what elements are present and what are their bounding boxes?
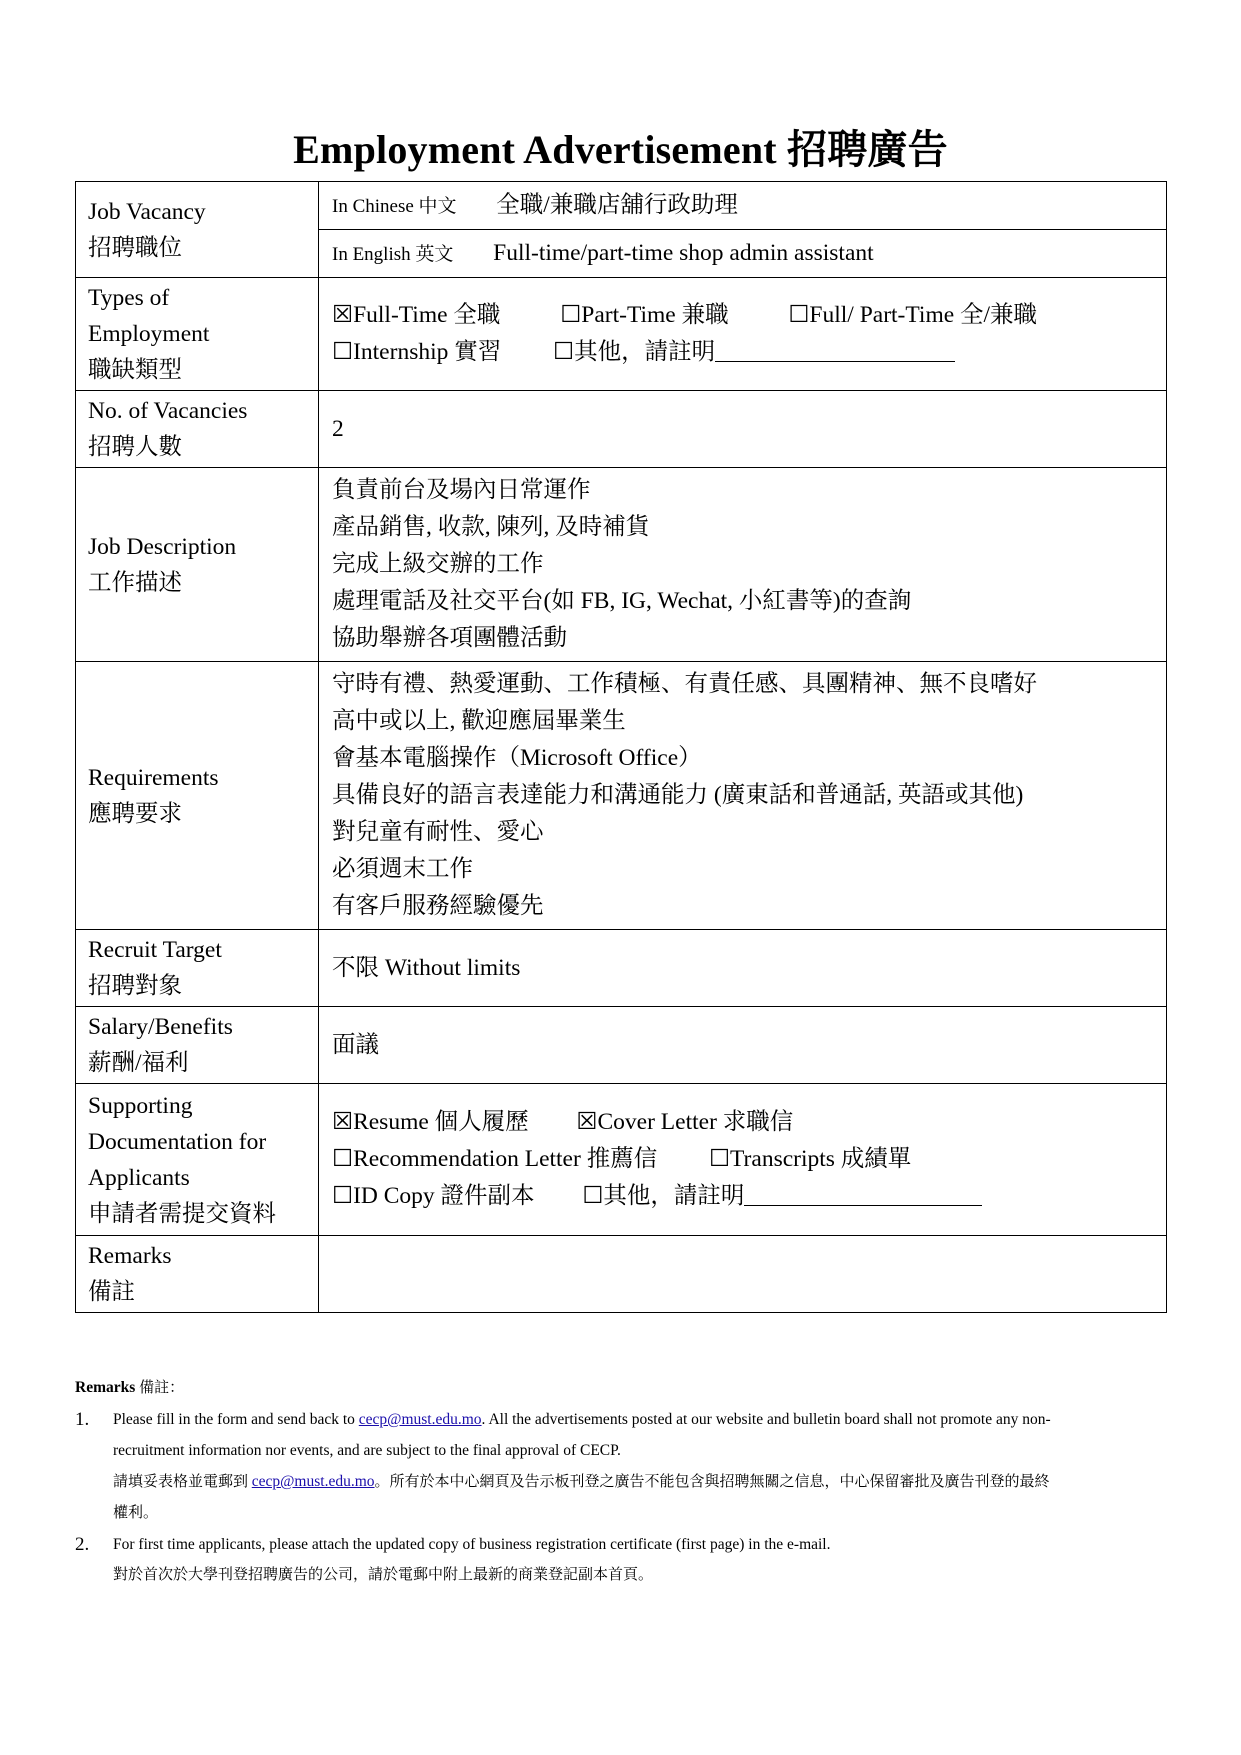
- employment-type-options: [319, 278, 1167, 391]
- chinese-label: In Chinese 中文: [332, 195, 457, 217]
- remarks-heading-zh: 備註：: [139, 1380, 185, 1396]
- checkbox-part-time[interactable]: ☐Part-Time 兼職: [560, 302, 729, 328]
- employment-type-label-line: Employment: [88, 321, 210, 347]
- checkbox-internship[interactable]: ☐Internship 實習: [332, 339, 502, 365]
- checkbox-other[interactable]: ☐其他，請註明: [553, 339, 716, 365]
- email-link[interactable]: cecp@must.edu.mo: [358, 1411, 482, 1428]
- other-specify-line[interactable]: [715, 339, 955, 362]
- job-description-label: [76, 468, 319, 662]
- remarks-label-zh: 備註: [88, 1279, 135, 1305]
- documents-other-specify-line[interactable]: [744, 1183, 982, 1206]
- job-vacancy-label-en: Job Vacancy: [88, 198, 206, 225]
- remarks-label-en: Remarks: [88, 1243, 172, 1269]
- documents-options: [319, 1084, 1167, 1236]
- remark-text: For first time applicants, please attach the updated copy of business registration certificate (first page) in the e-mail.: [113, 1536, 831, 1553]
- employment-type-label: [76, 278, 319, 391]
- remarks-heading-en: Remarks: [75, 1379, 136, 1396]
- salary-label-en: Salary/Benefits: [88, 1014, 233, 1040]
- employment-type-label-line: 職缺類型: [88, 357, 182, 383]
- description-line: 協助舉辦各項團體活動: [332, 625, 567, 651]
- job-vacancy-label-zh: 招聘職位: [88, 234, 182, 261]
- vacancies-label-zh: 招聘人數: [88, 434, 182, 460]
- requirements-label: [76, 662, 319, 930]
- requirements-value[interactable]: [319, 662, 1167, 930]
- checkbox-cover-letter[interactable]: ☒Cover Letter 求職信: [576, 1109, 794, 1135]
- email-link[interactable]: cecp@must.edu.mo: [251, 1473, 375, 1490]
- vacancies-value[interactable]: 2: [319, 391, 1167, 468]
- job-description-value[interactable]: [319, 468, 1167, 662]
- job-vacancy-english[interactable]: [319, 230, 1167, 278]
- checkbox-id-copy[interactable]: ☐ID Copy 證件副本: [332, 1183, 535, 1209]
- requirements-label-en: Requirements: [88, 764, 219, 791]
- employment-type-label-line: Types of: [88, 285, 170, 311]
- chinese-title-value: 全職/兼職店舖行政助理: [496, 191, 738, 218]
- remarks-heading: [75, 1372, 1175, 1404]
- requirement-line: 對兒童有耐性、愛心: [332, 819, 544, 845]
- job-description-label-zh: 工作描述: [88, 569, 182, 596]
- remark-item: [75, 1529, 1175, 1591]
- checkbox-recommendation-letter[interactable]: ☐Recommendation Letter 推薦信: [332, 1146, 658, 1172]
- remark-text-zh: 權利。: [113, 1505, 159, 1521]
- remark-text: recruitment information nor events, and are subject to the final approval of CECP.: [113, 1442, 621, 1459]
- remark-text: Please fill in the form and send back to: [113, 1411, 359, 1428]
- checkbox-full-part-time[interactable]: ☐Full/ Part-Time 全/兼職: [788, 302, 1038, 328]
- vacancies-label-en: No. of Vacancies: [88, 398, 248, 424]
- requirement-line: 有客戶服務經驗優先: [332, 893, 544, 919]
- requirement-line: 守時有禮、熱愛運動、工作積極、有責任感、具團精神、無不良嗜好: [332, 671, 1037, 697]
- salary-value[interactable]: 面議: [319, 1007, 1167, 1084]
- remark-text-zh: 。所有於本中心網頁及告示板刊登之廣告不能包含與招聘無關之信息，中心保留審批及廣告刊登的最終: [374, 1474, 1050, 1490]
- checkbox-transcripts[interactable]: ☐Transcripts 成績單: [708, 1146, 912, 1172]
- description-line: 完成上級交辦的工作: [332, 551, 544, 577]
- remark-item: [75, 1404, 1175, 1529]
- documents-label: [76, 1084, 319, 1236]
- description-line: 處理電話及社交平台(如 FB, IG, Wechat, 小紅書等)的查詢: [332, 588, 912, 614]
- page-title: Employment Advertisement 招聘廣告: [293, 127, 948, 172]
- recruit-target-label: [76, 930, 319, 1007]
- english-label: In English 英文: [332, 243, 454, 265]
- description-line: 負責前台及場內日常運作: [332, 477, 591, 503]
- description-line: 產品銷售, 收款, 陳列, 及時補貨: [332, 514, 650, 540]
- remark-text-zh: 對於首次於大學刊登招聘廣告的公司，請於電郵中附上最新的商業登記副本首頁。: [113, 1567, 654, 1583]
- documents-label-line: Applicants: [88, 1164, 190, 1191]
- job-vacancy-label: [76, 182, 319, 278]
- remark-text: . All the advertisements posted at our website and bulletin board shall not promote any non-: [481, 1411, 1051, 1428]
- requirements-label-zh: 應聘要求: [88, 800, 182, 827]
- documents-label-line: Supporting: [88, 1092, 193, 1119]
- job-vacancy-chinese[interactable]: [319, 182, 1167, 230]
- documents-label-line: Documentation for: [88, 1128, 267, 1155]
- requirement-line: 必須週末工作: [332, 856, 473, 882]
- job-description-label-en: Job Description: [88, 533, 237, 560]
- remark-text-zh: 請填妥表格並電郵到: [113, 1474, 252, 1490]
- checkbox-documents-other[interactable]: ☐其他，請註明: [582, 1183, 745, 1209]
- english-title-value: Full-time/part-time shop admin assistant: [493, 239, 874, 266]
- remarks-label: [76, 1236, 319, 1313]
- remark-number: 1.: [75, 1409, 90, 1430]
- recruit-target-label-en: Recruit Target: [88, 937, 222, 963]
- salary-label: [76, 1007, 319, 1084]
- requirement-line: 具備良好的語言表達能力和溝通能力 (廣東話和普通話, 英語或其他): [332, 782, 1024, 808]
- requirement-line: 高中或以上, 歡迎應屆畢業生: [332, 708, 626, 734]
- documents-label-line: 申請者需提交資料: [88, 1200, 276, 1227]
- requirement-line: 會基本電腦操作（Microsoft Office）: [332, 745, 702, 771]
- remarks-value[interactable]: [319, 1236, 1167, 1313]
- footer-remarks: [75, 1372, 1175, 1591]
- remark-number: 2.: [75, 1534, 90, 1555]
- checkbox-resume[interactable]: ☒Resume 個人履歷: [332, 1109, 529, 1135]
- vacancies-label: [76, 391, 319, 468]
- checkbox-full-time[interactable]: ☒Full-Time 全職: [332, 302, 501, 328]
- recruit-target-label-zh: 招聘對象: [88, 973, 182, 999]
- recruit-target-value[interactable]: 不限 Without limits: [319, 930, 1167, 1007]
- salary-label-zh: 薪酬/福利: [88, 1050, 189, 1076]
- job-ad-form: [75, 181, 1167, 1313]
